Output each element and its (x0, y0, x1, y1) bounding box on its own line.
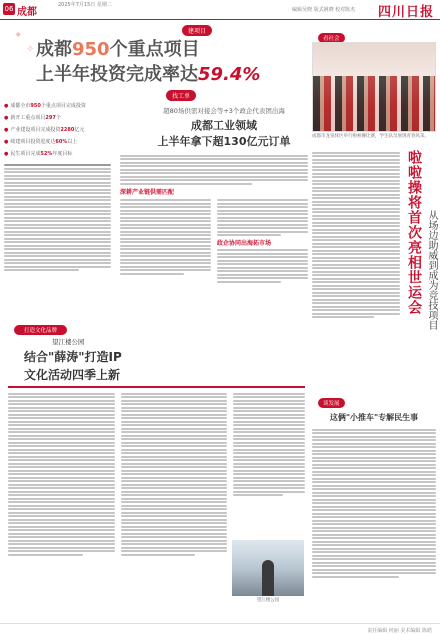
bullet-number: 60% (55, 139, 68, 145)
subheading-supply-chain: 深耕产业链供需匹配 (120, 188, 175, 196)
cheerleading-photo (312, 42, 436, 132)
bullet-text: 续建项目投资进度达 (10, 139, 56, 145)
headline-text: 上半年投资完成率达 (36, 64, 198, 85)
bullet-icon: ● (4, 139, 9, 145)
section-tag-orders: 找工单 (166, 90, 196, 101)
center-title-line2: 上半年拿下超130亿元订单 (157, 135, 291, 148)
lower-article-columns (8, 391, 305, 557)
newspaper-logo: 四川日报 (377, 5, 434, 20)
headline-line2 (36, 60, 260, 86)
bullet-text: 成都全市 (10, 103, 31, 109)
masthead-editor: 编辑吴晓 版式姚晓 校对陈杰 (292, 7, 356, 13)
lower-title-line2: 文化活动四季上新 (24, 368, 121, 382)
section-tag-development: 谈发展 (318, 398, 345, 408)
bullet-text: 产业建设项目完成投资 (10, 127, 61, 133)
star-decoration-icon: ✧ (26, 44, 35, 55)
bullet-number: 950 (30, 103, 41, 109)
stat-bullet (4, 127, 111, 134)
vertical-subtitle: 从场边助威到成为竞技项目 (426, 210, 437, 330)
center-article-body (120, 153, 308, 284)
bullet-text: 亿元 (74, 127, 85, 133)
masthead-date: 2025年7月15日 星期二 (58, 2, 112, 8)
bullet-text: 个重点项目完成投资 (40, 103, 86, 109)
article-body-lines (4, 164, 111, 271)
stat-bullet (4, 139, 111, 146)
page-footer (0, 623, 440, 635)
sidebar-article-body (312, 150, 400, 320)
left-column (4, 103, 111, 273)
bullet-icon: ● (4, 115, 9, 121)
star-decoration-icon: ✦ (14, 30, 23, 41)
headline-text: 个重点项目 (109, 39, 200, 60)
photo-caption: 成都市龙泉驿区举行啦啦操比赛，学生队员展现青春风采。 (312, 134, 429, 139)
section-divider (8, 386, 305, 388)
vertical-headline (402, 150, 438, 390)
vertical-title: 啦啦操将首次亮相世运会 (406, 150, 422, 315)
photo-caption: 望江楼公园 (256, 598, 280, 603)
headline-number: 950 (72, 39, 110, 60)
headline-percentage: 59.4% (198, 64, 261, 85)
bullet-number: 2280 (60, 127, 75, 133)
center-title-line1: 成都工业领域 (191, 119, 257, 132)
bullet-icon: ● (4, 127, 9, 133)
footer-credits: 责任编辑 何丽 美术编辑 陈皓 (367, 628, 432, 634)
stat-bullet (4, 151, 111, 158)
bullet-number: 52% (40, 151, 53, 157)
bullet-text: 个 (55, 115, 61, 121)
bullet-number: 297 (45, 115, 56, 121)
bullet-text: 新开工重点项目 (10, 115, 46, 121)
sidebar-article-body-2 (312, 427, 436, 579)
stat-bullet (4, 103, 111, 110)
page-number: 06 (4, 5, 14, 13)
bullet-icon: ● (4, 103, 9, 109)
center-subtitle: 超80场供需对接会等+3个政企代表团出海 (163, 107, 285, 115)
headline-text: 成都 (36, 39, 72, 60)
sculpture-photo (232, 540, 304, 596)
masthead (0, 0, 440, 20)
headline-line1 (36, 35, 200, 61)
bullet-text: 年度目标 (52, 151, 73, 157)
section-tag-projects: 建项目 (182, 25, 212, 36)
lower-title-line1: 结合"薛涛"打造IP (24, 350, 122, 364)
section-tag-society: 看社会 (318, 33, 345, 43)
section-tag-culture: 打造文化品牌 (14, 325, 67, 335)
sidebar-headline: 这俩"小推车"专解民生事 (329, 413, 419, 422)
bullet-icon: ● (4, 151, 9, 157)
subheading-overseas: 政企协同出海拓市场 (217, 240, 272, 247)
lower-subtitle: 望江楼公园 (52, 338, 85, 346)
bullet-text: 民生项目完成 (10, 151, 41, 157)
section-name: 成都 (17, 7, 37, 18)
bullet-text: 以上 (67, 139, 78, 145)
stat-bullet (4, 115, 111, 122)
